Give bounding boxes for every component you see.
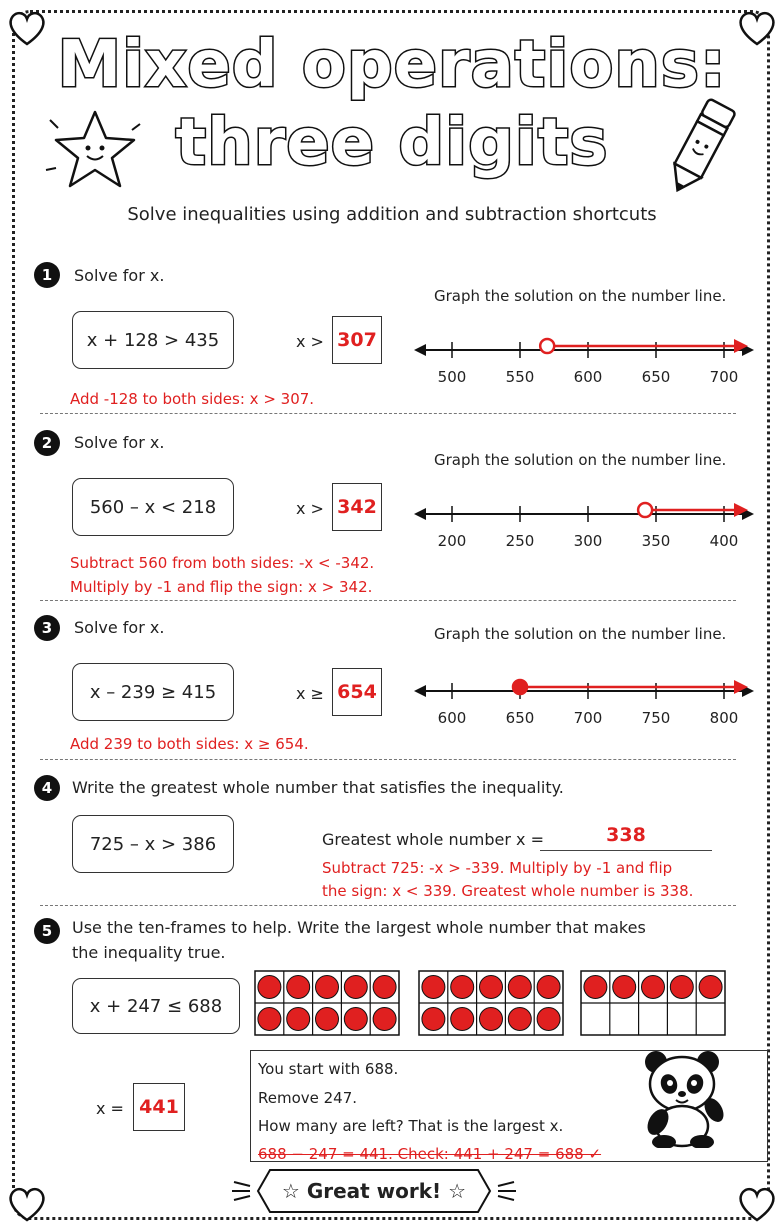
counter — [316, 1008, 339, 1031]
problem-5-answer-label: x = — [96, 1099, 124, 1118]
star-outline-icon-left: ☆ — [281, 1179, 300, 1203]
page-subtitle: Solve inequalities using addition and subtraction shortcuts — [127, 204, 657, 225]
problem-5-answer-box[interactable]: 441 — [133, 1083, 185, 1131]
tick-label: 350 — [641, 532, 671, 550]
page-title-line-1: Mixed operations: — [57, 28, 727, 102]
counter — [537, 1008, 560, 1031]
tick-label: 250 — [505, 532, 535, 550]
problem-3-answer-box[interactable]: 654 — [332, 668, 382, 716]
problem-3-number: 3 — [34, 615, 60, 641]
counter — [344, 1008, 367, 1031]
counter — [670, 976, 693, 999]
problem-3-prompt: Solve for x. — [74, 618, 165, 637]
tick-label: 750 — [641, 709, 671, 727]
problem-1-number: 1 — [34, 262, 60, 288]
tick-label: 600 — [573, 368, 603, 386]
tick-label: 700 — [709, 368, 739, 386]
problem-1-inequality: x + 128 > 435 — [72, 311, 234, 369]
problem-2-number: 2 — [34, 430, 60, 456]
problem-3-explanation-1: Add 239 to both sides: x ≥ 654. — [70, 735, 309, 753]
hint-line-2: Remove 247. — [258, 1089, 358, 1107]
counter — [699, 976, 722, 999]
problem-1-number-line — [410, 326, 756, 390]
banner — [256, 1168, 492, 1214]
counter — [613, 976, 636, 999]
counter — [373, 1008, 396, 1031]
problem-1-answer-box[interactable]: 307 — [332, 316, 382, 364]
counter — [508, 976, 531, 999]
tick-label: 700 — [573, 709, 603, 727]
arrow-left-icon — [414, 344, 426, 356]
divider-2 — [40, 600, 736, 601]
problem-5-inequality: x + 247 ≤ 688 — [72, 978, 240, 1034]
counter — [584, 976, 607, 999]
problem-4-explanation-2: the sign: x < 339. Greatest whole number is 338. — [322, 882, 694, 900]
heart-icon-bottom-left — [6, 1184, 48, 1224]
problem-2-explanation-2: Multiply by -1 and flip the sign: x > 342. — [70, 578, 373, 596]
page-title-line-2: three digits — [175, 106, 609, 180]
hint-line-4: 688 − 247 = 441. Check: 441 + 247 = 688 ✓ — [258, 1145, 602, 1163]
problem-2-inequality: 560 – x < 218 — [72, 478, 234, 536]
arrow-left-icon — [414, 685, 426, 697]
open-circle — [540, 339, 554, 353]
problem-5-prompt-line-1: Use the ten-frames to help. Write the largest whole number that makes — [72, 918, 646, 937]
counter — [258, 976, 281, 999]
counter — [422, 1008, 445, 1031]
closed-circle — [513, 680, 527, 694]
panda-icon — [634, 1048, 734, 1148]
problem-4-answer-label: Greatest whole number x = — [322, 830, 544, 849]
counter — [451, 1008, 474, 1031]
ten-frame-1 — [254, 970, 400, 1036]
divider-1 — [40, 413, 736, 414]
heart-icon-bottom-right — [736, 1184, 778, 1224]
banner-text: Great work! — [306, 1179, 442, 1203]
counter — [451, 976, 474, 999]
tick-label: 300 — [573, 532, 603, 550]
problem-4-inequality: 725 – x > 386 — [72, 815, 234, 873]
arrow-left-icon — [414, 508, 426, 520]
tick-label: 650 — [505, 709, 535, 727]
hint-line-3: How many are left? That is the largest x. — [258, 1117, 564, 1135]
problem-4-answer-blank[interactable]: 338 — [540, 824, 712, 851]
tick-label: 600 — [437, 709, 467, 727]
problem-2-number-line — [410, 490, 756, 554]
counter — [258, 1008, 281, 1031]
counter — [344, 976, 367, 999]
open-circle — [638, 503, 652, 517]
problem-2-explanation-1: Subtract 560 from both sides: -x < -342. — [70, 554, 375, 572]
counter — [422, 976, 445, 999]
tick-label: 650 — [641, 368, 671, 386]
problem-2-prompt: Solve for x. — [74, 433, 165, 452]
counter — [480, 976, 503, 999]
problem-1-prompt: Solve for x. — [74, 266, 165, 285]
problem-2-answer-box[interactable]: 342 — [332, 483, 382, 531]
problem-3-number-line — [410, 667, 756, 731]
counter — [537, 976, 560, 999]
problem-4-number: 4 — [34, 775, 60, 801]
tick-label: 400 — [709, 532, 739, 550]
ten-frame-2 — [418, 970, 564, 1036]
problem-3-inequality: x – 239 ≥ 415 — [72, 663, 234, 721]
counter — [373, 976, 396, 999]
problem-3-graph-prompt: Graph the solution on the number line. — [434, 625, 727, 643]
problem-4-explanation-1: Subtract 725: -x > -339. Multiply by -1 and flip — [322, 859, 673, 877]
divider-3 — [40, 759, 736, 760]
tick-label: 800 — [709, 709, 739, 727]
counter — [287, 1008, 310, 1031]
tick-label: 200 — [437, 532, 467, 550]
star-outline-icon-right: ☆ — [448, 1179, 467, 1203]
problem-1-explanation-1: Add -128 to both sides: x > 307. — [70, 390, 315, 408]
tick-label: 550 — [505, 368, 535, 386]
problem-2-answer-label: x > — [296, 499, 324, 518]
divider-4 — [40, 905, 736, 906]
problem-5-prompt-line-2: the inequality true. — [72, 943, 226, 962]
tick-label: 500 — [437, 368, 467, 386]
problem-2-graph-prompt: Graph the solution on the number line. — [434, 451, 727, 469]
problem-5-number: 5 — [34, 918, 60, 944]
counter — [642, 976, 665, 999]
hint-line-1: You start with 688. — [258, 1060, 399, 1078]
ten-frame-3 — [580, 970, 726, 1036]
counter — [480, 1008, 503, 1031]
problem-1-graph-prompt: Graph the solution on the number line. — [434, 287, 727, 305]
problem-4-prompt: Write the greatest whole number that satisfies the inequality. — [72, 778, 564, 797]
counter — [316, 976, 339, 999]
problem-1-answer-label: x > — [296, 332, 324, 351]
counter — [287, 976, 310, 999]
counter — [508, 1008, 531, 1031]
problem-3-answer-label: x ≥ — [296, 684, 324, 703]
